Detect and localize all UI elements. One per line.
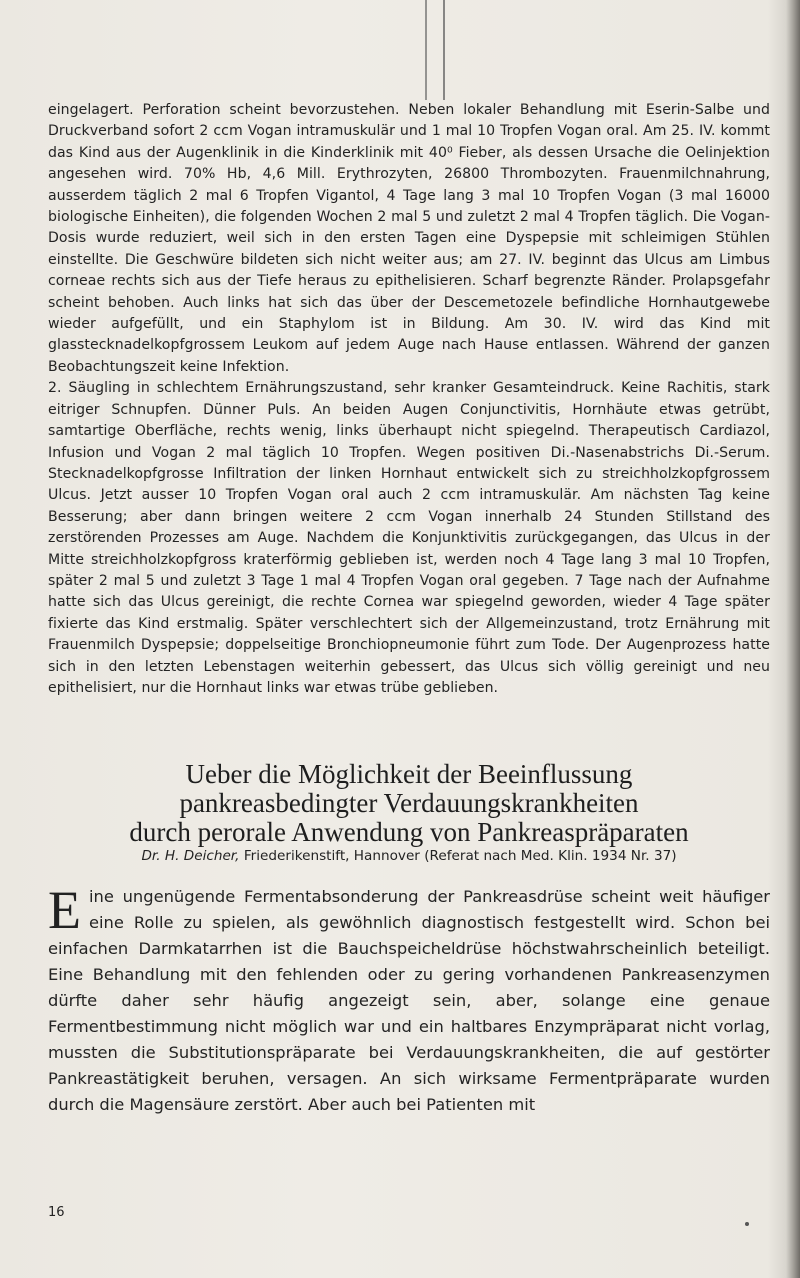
author-affiliation: Friederikenstift, Hannover (Referat nach Med. Klin. 1934 Nr. 37): [243, 848, 677, 864]
author-name: Dr. H. Deicher,: [141, 848, 240, 864]
case-paragraph-1: eingelagert. Perforation scheint bevorzustehen. Neben lokaler Behandlung mit Eserin-Salbe und Druckverband sofort 2 ccm Vogan intramuskulär und 1 mal 10 Tropfen Vogan oral. Am 25. IV. kommt das Kind aus der Augenklinik in die Kinderklinik mit 40⁰ Fieber, als dessen Ursache die Oelinjektion angesehen wird. 70% Hb, 4,6 Mill. Erythrozyten, 26800 Thrombozyten. Frauenmilchnahrung, ausserdem täglich 2 mal 6 Tropfen Vigantol, 4 Tage lang 3 mal 10 Tropfen Vogan (3 mal 16000 biologische Einheiten), die folgenden Wochen 2 mal 5 und zuletzt 2 mal 4 Tropfen täglich. Die Vogan-Dosis wurde reduziert, weil sich in den ersten Tagen eine Dyspepsie mit schleimigen Stühlen einstellte. Die Geschwüre bildeten sich nicht weiter aus; am 27. IV. beginnt das Ulcus am Limbus corneae rechts sich aus der Tiefe heraus zu epithelisieren. Scharf begrenzte Ränder. Prolapsgefahr scheint behoben. Auch links hat sich das über der Descemetozele befindliche Hornhautgewebe wieder aufgefüllt, und ein Staphylom ist in Bildung. Am 30. IV. wird das Kind mit glasstecknadelkopfgrossem Leukom auf jedem Auge nach Hause entlassen. Während der ganzen Beobachtungszeit keine Infektion.: [48, 102, 770, 375]
intro-paragraph: [48, 880, 770, 1118]
scan-speck: [745, 1222, 749, 1226]
article-intro: [48, 880, 770, 1118]
page-number: 16: [48, 1205, 65, 1220]
title-line-3: durch perorale Anwendung von Pankreaspräparaten: [129, 817, 689, 847]
article-title: [48, 760, 770, 847]
drop-cap: E: [48, 880, 81, 940]
page-edge-shadow: [786, 0, 800, 1278]
intro-text: ine ungenügende Fermentabsonderung der Pankreasdrüse scheint weit häufiger eine Rolle zu spielen, als gewöhnlich diagnostisch festgestellt wird. Schon bei einfachen Darmkatarrhen ist die Bauchspeicheldrüse höchstwahrscheinlich beteiligt. Eine Behandlung mit den fehlenden oder zu gering vorhandenen Pankreasenzymen dürfte daher sehr häufig angezeigt sein, aber, solange eine genaue Fermentbestimmung nicht möglich war und ein haltbares Enzympräparat nicht vorlag, mussten die Substitutionspräparate bei Verdauungskrankheiten, die auf gestörter Pankreastätigkeit beruhen, versagen. An sich wirksame Fermentpräparate wurden durch die Magensäure zerstört. Aber auch bei Patienten mit: [48, 887, 770, 1114]
title-line-1: Ueber die Möglichkeit der Beeinflussung: [185, 759, 633, 789]
case-report-text: [48, 100, 770, 699]
case-paragraph-2: 2. Säugling in schlechtem Ernährungszustand, sehr kranker Gesamteindruck. Keine Rachitis, stark eitriger Schnupfen. Dünner Puls. An beiden Augen Conjunctivitis, Hornhäute etwas getrübt, samtartige Oberfläche, rechts wenig, links überhaupt nicht spiegelnd. Therapeutisch Cardiazol, Infusion und Vogan 2 mal täglich 10 Tropfen. Wegen positiven Di.-Nasenabstrichs Di.-Serum. Stecknadelkopfgrosse Infiltration der linken Hornhaut entwickelt sich zu streichholzkopfgrossem Ulcus. Jetzt ausser 10 Tropfen Vogan oral auch 2 ccm intramuskulär. Am nächsten Tag keine Besserung; aber dann bringen weitere 2 ccm Vogan innerhalb 24 Stunden Stillstand des zerstörenden Prozesses am Auge. Nachdem die Konjunktivitis zurückgegangen, das Ulcus in der Mitte streichholzkopfgross kraterförmig geblieben ist, werden noch 4 Tage lang 3 mal 10 Tropfen, später 2 mal 5 und zuletzt 3 Tage 1 mal 4 Tropfen Vogan oral gegeben. 7 Tage nach der Aufnahme hatte sich das Ulcus gereinigt, die rechte Cornea war spiegelnd geworden, wieder 4 Tage später fixierte das Kind erstmalig. Später verschlechtert sich der Allgemeinzustand, trotz Ernährung mit Frauenmilch Dyspepsie; doppelseitige Bronchiopneumonie führt zum Tode. Der Augenprozess hatte sich in den letzten Lebenstagen weiterhin gebessert, das Ulcus sich völlig gereinigt und neu epithelisiert, nur die Hornhaut links war etwas trübe geblieben.: [48, 380, 770, 696]
binding-mark: [425, 0, 445, 100]
byline: [48, 847, 770, 865]
title-line-2: pankreasbedingter Verdauungskrankheiten: [179, 788, 639, 818]
